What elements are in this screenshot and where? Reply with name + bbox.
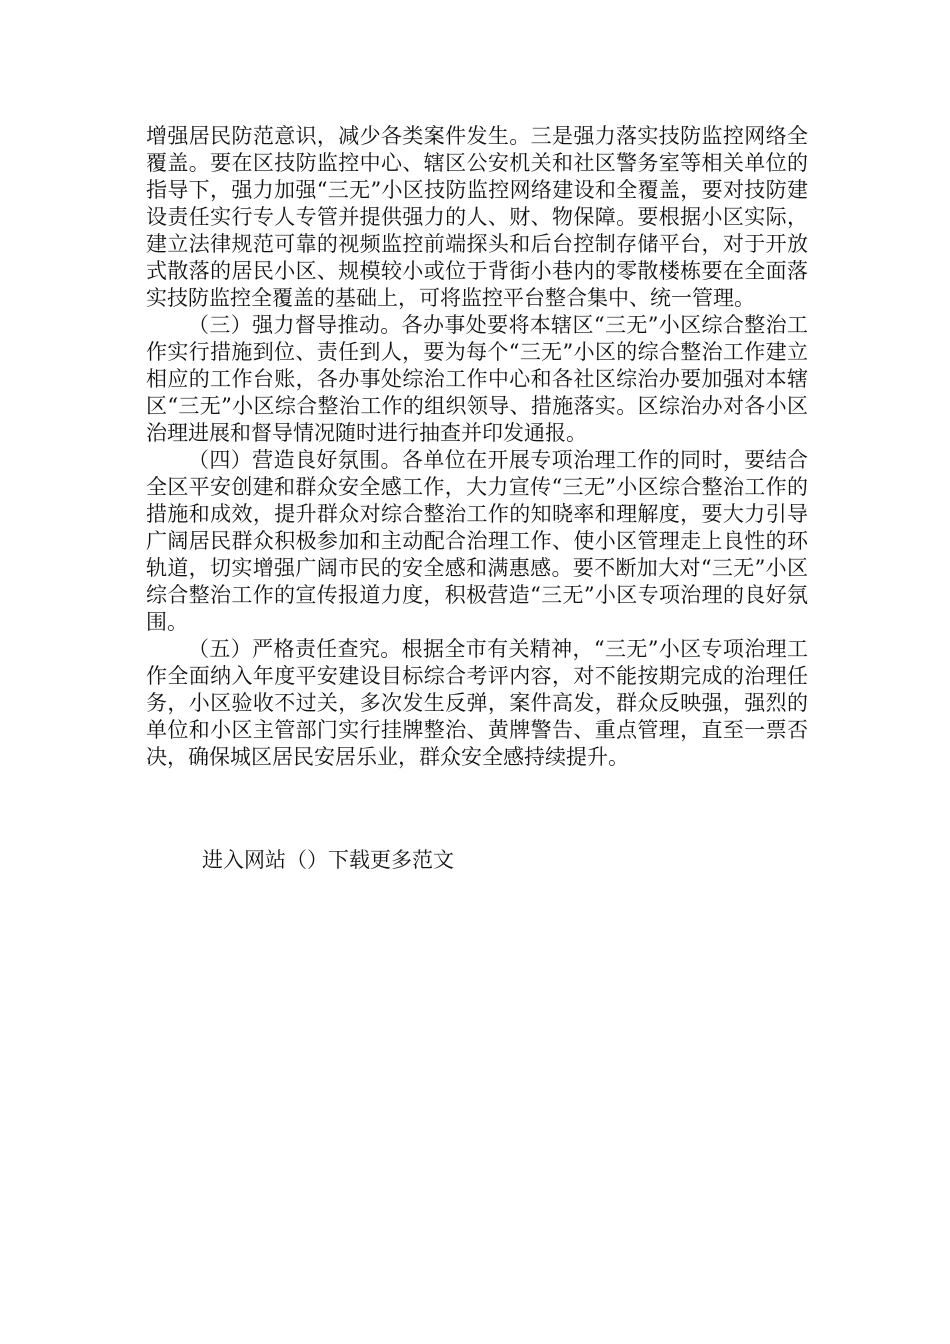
paragraph-supervision: （三）强力督导推动。各办事处要将本辖区“三无”小区综合整治工作实行措施到位、责任到人，要为每个“三无”小区的综合整治工作建立相应的工作台账，各办事处综治工作中心和各社区综治办要加强对本辖区“三无”小区综合整治工作的组织领导、措施落实。区综治办对各小区治理进展和督导情况随时进行抽查并印发通报。 — [146, 313, 808, 445]
paragraph-accountability: （五）严格责任查究。根据全市有关精神，“三无”小区专项治理工作全面纳入年度平安建设目标综合考评内容，对不能按期完成的治理任务，小区验收不过关，多次发生反弹，案件高发，群众反映强，强烈的单位和小区主管部门实行挂牌整治、黄牌警告、重点管理，直至一票否决，确保城区居民安居乐业，群众安全感持续提升。 — [146, 637, 808, 769]
paragraph-atmosphere: （四）营造良好氛围。各单位在开展专项治理工作的同时，要结合全区平安创建和群众安全感工作，大力宣传“三无”小区综合整治工作的措施和成效，提升群众对综合整治工作的知晓率和理解度，要大力引导广阔居民群众积极参加和主动配合治理工作、使小区管理走上良性的环轨道，切实增强广阔市民的安全感和满惠感。要不断加大对“三无”小区综合整治工作的宣传报道力度，积极营造“三无”小区专项治理的良好氛围。 — [146, 448, 808, 634]
footer-download-link[interactable]: 进入网站（）下载更多范文 — [202, 848, 454, 872]
document-body — [146, 123, 808, 771]
paragraph-continuation: 增强居民防范意识，减少各类案件发生。三是强力落实技防监控网络全覆盖。要在区技防监控中心、辖区公安机关和社区警务室等相关单位的指导下，强力加强“三无”小区技防监控网络建设和全覆盖，要对技防建设责任实行专人专管并提供强力的人、财、物保障。要根据小区实际，建立法律规范可靠的视频监控前端探头和后台控制存储平台，对于开放式散落的居民小区、规模较小或位于背街小巷内的零散楼栋要在全面落实技防监控全覆盖的基础上，可将监控平台整合集中、统一管理。 — [146, 124, 808, 310]
